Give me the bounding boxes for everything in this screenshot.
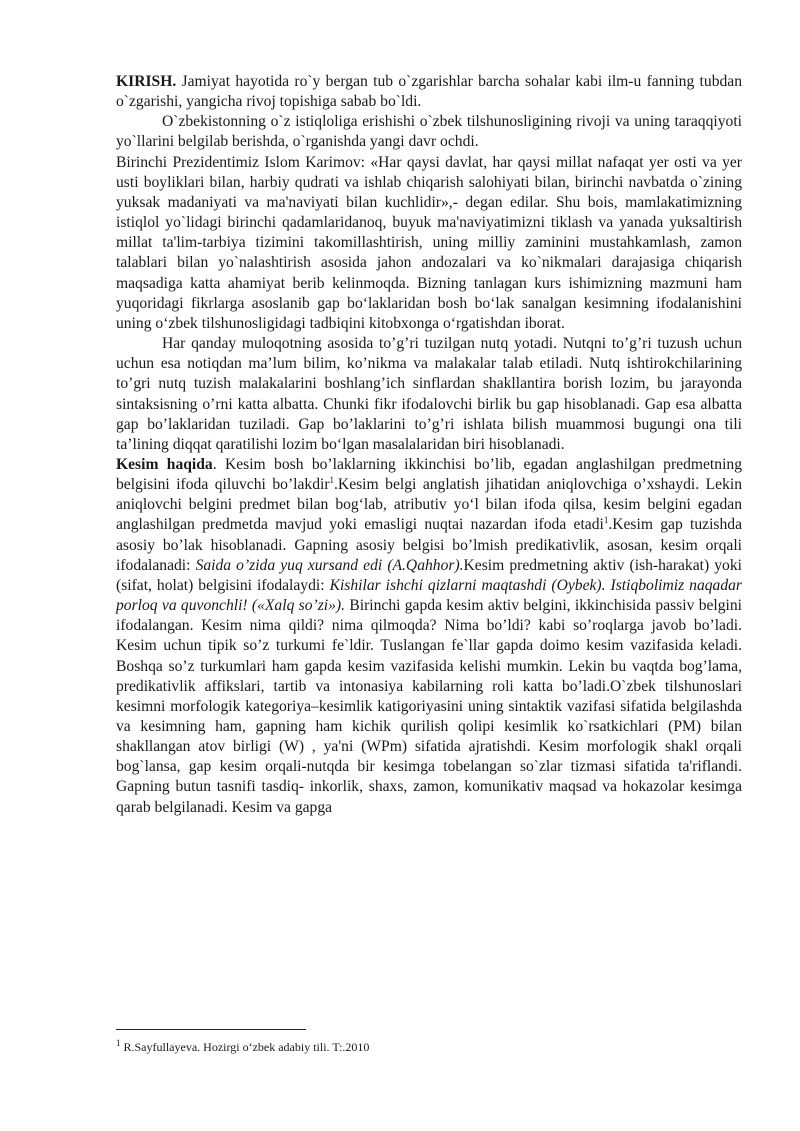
paragraph-intro — [116, 72, 742, 112]
example-2: Kishilar ishchi qizlarni maqtashdi (Oybek). Istiqbolimiz naqadar porloq va quvonchli! («Xalq so’zi»). — [116, 576, 743, 615]
paragraph-independence: O`zbekistonning o`z istiqloliga erishishi o`zbek tilshunosligining rivoji va uning taraqqiyoti yo`llarini belgilab berishda, o`rganishda yangi davr ochdi. — [116, 113, 742, 151]
intro-text: Jamiyat hayotida ro`y bergan tub o`zgarishlar barcha sohalar kabi ilm-u fanning tubdan o`zgarishi, yangicha rivoj topishiga sabab bo`ldi. — [116, 73, 742, 111]
paragraph-kesim — [116, 455, 742, 818]
footnote-ref-1[interactable]: 1 — [329, 474, 335, 485]
footnote-separator — [116, 1029, 306, 1030]
footnote — [116, 1040, 742, 1055]
kesim-text-5: Birinchi gapda kesim aktiv belgini, ikkinchisida passiv belgini ifodalangan. Kesim nima qildi? nima qilmoqda? Nima bo’ldi? kabi so’roqlarga javob bo’ladi. Kesim uchun tipik so’z turkumi fe`ldir. Tuslangan fe`llar gapda doimo kesim vazifasida keladi. Boshqa so’z turkumlari ham gapda kesim vazifasida kelishi mumkin. Lekin bu vaqtda bog’lama, predikativlik affikslari, tartib va intonasiya kabilarning roli katta bo’ladi.O`zbek tilshunoslari kesimni morfologik kategoriya–kesimlik katigoriyasini uning sintaktik vazifasi sifatida belgilashda va kesimning ham, gapning ham kichik qurilish qolipi kesimlik ko`rsatkichlari (PM) bilan shakllangan atov birligi (W) , ya'ni (WPm) sifatida ajratishdi. Kesim morfologik shakl orqali bog`lansa, gap kesim orqali-nutqda bir kesimga tobelangan so`zlar tizmasi sifatida ta'riflandi. Gapning butun tasnifi tasdiq- inkorlik, shaxs, zamon, komunikativ maqsad va hokazolar kesimga qarab belgilanadi. Kesim va gapga — [116, 597, 743, 816]
kesim-text-4: Kesim predmetning aktiv (ish-harakat) yoki (sifat, holat) belgisini ifodalaydi: — [116, 556, 742, 594]
kesim-text-2: .Kesim belgi anglatish jihatidan aniqlovchiga o’xshaydi. Lekin aniqlovchi belgini predmet bilan bog‘lab, atributiv yo‘l bilan ifoda qilsa, kesim belgini egadan anglashilgan predmetda mavjud yoki emasligi nuqtai nazardan ifoda etadi — [116, 476, 743, 534]
kesim-text-1: . Kesim bosh bo’laklarning ikkinchisi bo’lib, egadan anglashilgan predmetning belgisini ifoda qiluvchi bo’lakdir — [116, 455, 742, 494]
footnote-text: R.Sayfullayeva. Hozirgi o‘zbek adabiy tili. T:.2010 — [120, 1040, 370, 1054]
paragraph-president-quote: Birinchi Prezidentimiz Islom Karimov: «Har qaysi davlat, har qaysi millat nafaqat yer osti va yer usti boyliklari bilan, harbiy qudrati va ishlab chiqarish salohiyati bilan, birinchi navbatda o`zining yuksak madaniyati va ma'naviyati bilan kuchlidir»,- degan edilar. Shu bois, mamlakatimizning istiqlol yo`lidagi birinchi qadamlaridanoq, buyuk ma'naviyatimizni tiklash va yanada yuksaltirish millat ta'lim-tarbiya tizimini takomillashtirish, uning milliy zaminini mustahkamlash, zamon talablari bilan yo`nalashtirish asosida jahon andozalari va ko`nikmalari darajasiga chiqarish maqsadiga katta ahamiyat berib kelinmoqda. Bizning tanlagan kurs ishimizning mazmuni ham yuqoridagi fikrlarga asoslanib gap bo‘laklaridan bosh bo‘lak sanalgan kesimning ifodalanishini uning o‘zbek tilshunosligidagi tadbiqini kitobxonga o‘rgatishdan iborat. — [116, 153, 742, 332]
footnote-ref-2[interactable]: 1 — [603, 515, 609, 526]
document-body — [116, 72, 742, 818]
footnote-marker: 1 — [116, 1038, 121, 1048]
example-1: Saida o’zida yuq xursand edi (A.Qahhor). — [195, 556, 464, 574]
kesim-text-3: .Kesim gap tuzishda asosiy bo’lak hisoblanadi. Gapning asosiy belgisi bo’lmish predikativlik, asosan, kesim orqali ifodalanadi: — [116, 516, 743, 574]
paragraph-speech: Har qanday muloqotning asosida to’g’ri tuzilgan nutq yotadi. Nutqni to’g’ri tuzush uchun uchun esa notiqdan ma’lum bilim, ko’nikma va malakalar talab etiladi. Nutq ishtirokchilarining to’gri nutq tuzish malakalarini boshlang’ich sinflardan shakllantira borish lozim, bu jarayonda sintaksisning o’rni katta albatta. Chunki fikr ifodalovchi birlik bu gap hisoblanadi. Gap esa albatta gap bo’laklaridan tuziladi. Gap bo’laklarini to’g’ri ishlata bilish muammosi bugungi ona tili ta’lining diqqat qaratilishi lozim bo‘lgan masalalaridan biri hisoblanadi. — [116, 335, 742, 453]
kesim-heading: Kesim haqida — [116, 455, 213, 473]
intro-heading: KIRISH. — [116, 73, 177, 90]
